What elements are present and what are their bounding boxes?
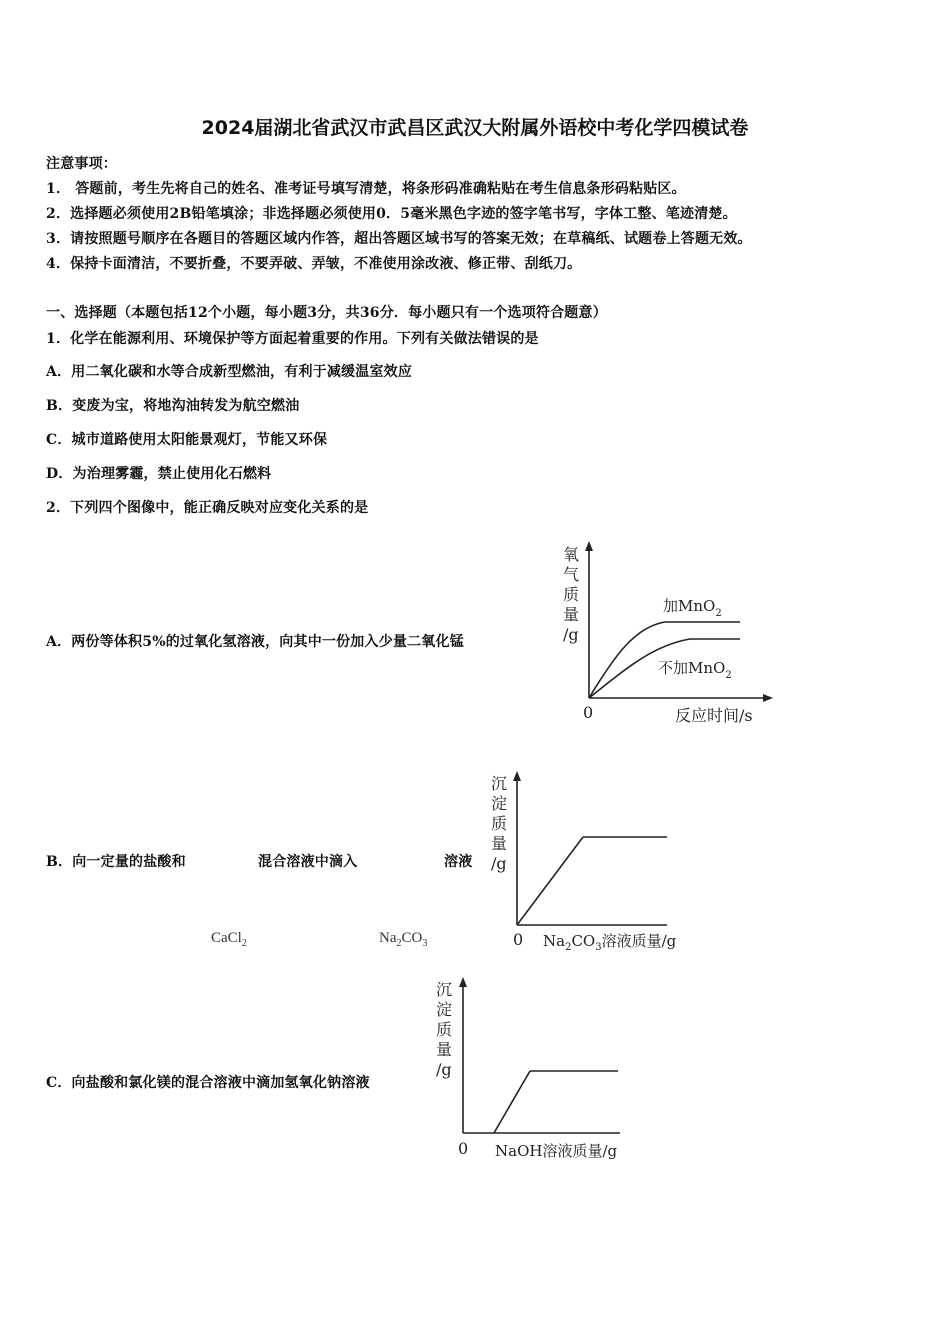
- graph-a-ylabel-1: 氧: [563, 545, 580, 564]
- question-2-option-b-part3: 溶液: [444, 854, 473, 870]
- question-1-option-c: C．城市道路使用太阳能景观灯，节能又环保: [46, 432, 328, 448]
- graph-a-label-without-catalyst: 不加MnO$_2$: [658, 659, 732, 681]
- formula-cacl2-sub: 2: [241, 938, 247, 949]
- graph-a-ylabel-5: /g: [563, 625, 579, 644]
- formula-na2co3-sub2: 3: [422, 938, 428, 949]
- graph-b-ylabel-2: 淀: [491, 794, 508, 813]
- graph-a-ylabel-4: 量: [563, 605, 580, 624]
- graph-a-origin: 0: [583, 703, 594, 722]
- graph-c-origin: 0: [458, 1139, 469, 1158]
- graph-b-ylabel-1: 沉: [491, 774, 508, 793]
- graph-a-y-arrow: [585, 541, 593, 551]
- notice-heading: 注意事项：: [46, 156, 117, 172]
- question-2-option-b-part1: B．向一定量的盐酸和: [46, 854, 186, 870]
- question-2-option-b-part2: 混合溶液中滴入: [258, 854, 358, 870]
- graph-c: [430, 973, 670, 1168]
- question-2-stem: 2．下列四个图像中，能正确反映对应变化关系的是: [46, 500, 369, 516]
- graph-b: [485, 765, 725, 955]
- graph-b-ylabel-4: 量: [491, 834, 508, 853]
- formula-cacl2-main: CaCl: [211, 930, 242, 946]
- notice-item-1: 1． 答题前，考生先将自己的姓名、准考证号填写清楚，将条形码准确粘贴在考生信息条形码粘贴区。: [46, 181, 686, 197]
- graph-c-ylabel-3: 质: [436, 1020, 453, 1039]
- graph-c-ylabel-5: /g: [436, 1060, 452, 1079]
- graph-c-ylabel-1: 沉: [436, 980, 453, 999]
- question-2-option-c: C．向盐酸和氯化镁的混合溶液中滴加氢氧化钠溶液: [46, 1075, 370, 1091]
- graph-b-origin: 0: [513, 930, 524, 949]
- section-heading: 一、选择题（本题包括12个小题，每小题3分，共36分．每小题只有一个选项符合题意）: [46, 305, 607, 321]
- formula-na2co3-rest: CO: [401, 930, 423, 946]
- formula-na2co3-main: Na: [379, 930, 397, 946]
- notice-item-4: 4．保持卡面清洁，不要折叠，不要弄破、弄皱，不准使用涂改液、修正带、刮纸刀。: [46, 256, 582, 272]
- graph-c-y-arrow: [459, 977, 467, 987]
- question-2-option-a: A．两份等体积5%的过氧化氢溶液，向其中一份加入少量二氧化锰: [46, 634, 464, 650]
- graph-a-x-arrow: [763, 694, 773, 702]
- graph-b-ylabel-5: /g: [491, 854, 507, 873]
- formula-na2co3: [379, 930, 427, 947]
- graph-b-xlabel: $Na_2CO_3$溶液质量/g: [543, 932, 677, 953]
- formula-na2co3-sub1: 2: [396, 938, 402, 949]
- graph-c-ylabel-2: 淀: [436, 1000, 453, 1019]
- notice-item-2: 2．选择题必须使用2B铅笔填涂；非选择题必须使用0．5毫米黑色字迹的签字笔书写，字体工整、笔迹清楚。: [46, 206, 737, 222]
- graph-a-ylabel-2: 气: [563, 565, 580, 584]
- question-1-option-a: A．用二氧化碳和水等合成新型燃油，有利于减缓温室效应: [46, 364, 413, 380]
- graph-a-ylabel-3: 质: [563, 585, 580, 604]
- page-title: 2024届湖北省武汉市武昌区武汉大附属外语校中考化学四模试卷: [201, 117, 749, 139]
- graph-a-label-with-catalyst: 加MnO$_2$: [663, 597, 722, 619]
- graph-b-line-rise: [517, 837, 583, 925]
- question-1-stem: 1．化学在能源利用、环境保护等方面起着重要的作用。下列有关做法错误的是: [46, 331, 539, 347]
- graph-b-y-arrow: [513, 771, 521, 781]
- graph-c-line-rise: [494, 1071, 530, 1133]
- graph-a: [555, 535, 795, 735]
- question-1-option-b: B．变废为宝，将地沟油转发为航空燃油: [46, 398, 300, 414]
- question-1-option-d: D．为治理雾霾，禁止使用化石燃料: [46, 466, 272, 482]
- graph-b-ylabel-3: 质: [491, 814, 508, 833]
- graph-c-ylabel-4: 量: [436, 1040, 453, 1059]
- graph-c-xlabel: NaOH溶液质量/g: [495, 1142, 618, 1160]
- formula-cacl2: [211, 930, 247, 947]
- graph-a-xlabel: 反应时间/s: [675, 706, 753, 725]
- notice-item-3: 3．请按照题号顺序在各题目的答题区域内作答，超出答题区域书写的答案无效；在草稿纸、试题卷上答题无效。: [46, 231, 752, 247]
